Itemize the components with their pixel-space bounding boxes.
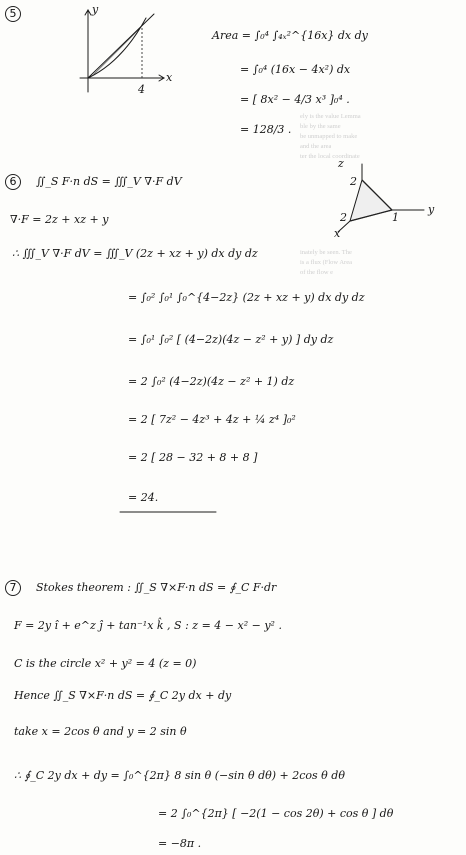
equation-line: take x = 2cos θ and y = 2 sin θ [14,725,187,738]
bleed-line: and the area [300,143,332,150]
equation-line: = 128/3 . [240,123,292,136]
equation-line: Stokes theorem : ∬_S ∇×F·n dS = ∮_C F·dr [36,581,277,594]
equation-line: ∴ ∮_C 2y dx + dy = ∫₀^{2π} 8 sin θ (−sin θ dθ) + 2cos θ dθ [14,769,345,782]
equation-line: = 2 [ 7z² − 4z³ + 4z + ¼ z⁴ ]₀² [128,413,296,426]
equation-line: = 2 [ 28 − 32 + 8 + 8 ] [128,451,258,464]
y-axis-label: y [92,3,99,16]
bleed-line: be unmapped to make [300,133,358,140]
y-axis-label: y [428,203,435,216]
bleed-line: of the flow e [300,269,334,276]
bleed-line: ter the local coordinate [300,153,360,160]
equation-line: = ∫₀⁴ (16x − 4x²) dx [240,63,351,76]
equation-line: C is the circle x² + y² = 4 (z = 0) [14,657,197,670]
equation-line: ∴ ∭_V ∇·F dV = ∭_V (2z + xz + y) dx dy dz [12,247,258,260]
final-answer: = −8π . [158,837,202,850]
sketch-label: 2 [340,211,347,224]
z-axis-label: z [338,157,344,170]
bleed-line: is a flux (Flow Area [300,259,352,266]
tetrahedron-sketch [332,157,435,240]
equation-line: F = 2y î + e^z ĵ + tan⁻¹x k̂ , S : z = 4 − x² − y² . [14,619,282,632]
equation-line: = 2 ∫₀^{2π} [ −2(1 − cos 2θ) + cos θ ] dθ [158,807,394,820]
equation-line: = ∫₀² ∫₀¹ ∫₀^{4−2z} (2z + xz + y) dx dy dz [128,291,365,304]
equation-line: Area = ∫₀⁴ ∫₄ₓ²^{16x} dx dy [212,29,368,42]
section-divider [120,510,220,514]
tick-label: 4 [138,83,145,96]
problem-number: 6 [5,174,21,190]
equation-line: ∬_S F·n dS = ∭_V ∇·F dV [36,175,182,188]
x-axis-label: x [334,227,341,240]
bleed-line: ely is the value Lemma [300,113,361,120]
equation-line: = [ 8x² − 4/3 x³ ]₀⁴ . [240,93,350,106]
x-axis-label: x [166,71,173,84]
final-answer: = 24. [128,491,159,504]
equation-line: Hence ∬_S ∇×F·n dS = ∮_C 2y dx + dy [14,689,232,702]
equation-line: = ∫₀¹ ∫₀² [ (4−2z)(4z − z² + y) ] dy dz [128,333,334,346]
equation-line: ∇·F = 2z + xz + y [10,213,109,226]
problem-number: 7 [5,580,21,596]
region-graph [60,3,173,102]
sketch-label: 2 [350,175,357,188]
bleed-line: ble by the same [300,123,341,130]
bleed-line: inately be seen. The [300,249,352,256]
problem-number: 5 [5,6,21,22]
sketch-label: 1 [392,211,399,224]
equation-line: = 2 ∫₀² (4−2z)(4z − z² + 1) dz [128,375,295,388]
line-curve [88,14,154,78]
